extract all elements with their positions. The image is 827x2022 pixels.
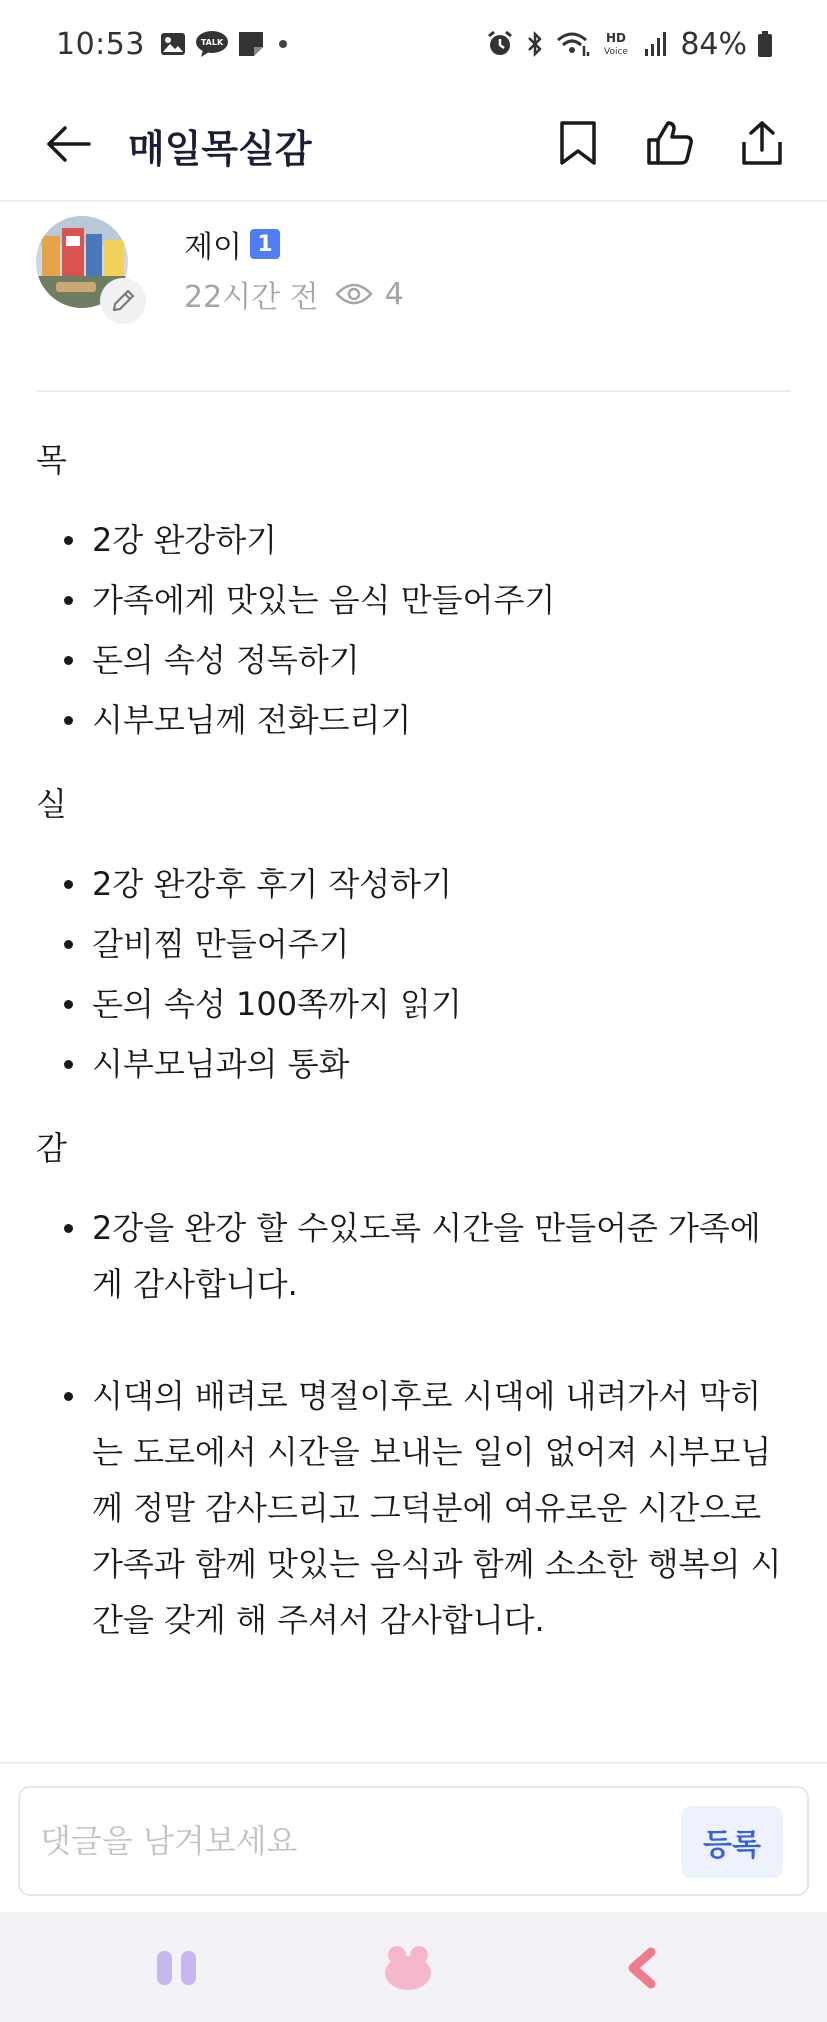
gallery-icon [159, 30, 187, 58]
kakaotalk-label: TALK [200, 38, 224, 47]
status-left-icons [159, 30, 293, 58]
view-count [335, 277, 404, 312]
share-icon [741, 120, 783, 166]
alarm-icon [486, 30, 514, 58]
recent-apps-button[interactable] [145, 1940, 209, 1996]
back-button[interactable] [36, 112, 100, 176]
list-item: 2강 완강후 후기 작성하기 [36, 856, 791, 912]
status-bar [0, 0, 827, 88]
bookmark-icon [559, 120, 597, 166]
voice-label: Voice [604, 47, 629, 57]
wifi-icon [556, 30, 590, 58]
kakaotalk-icon [195, 30, 229, 58]
comment-box [18, 1786, 809, 1896]
like-button[interactable] [638, 110, 702, 176]
author-name[interactable]: 제이 [184, 230, 242, 265]
bluetooth-icon [524, 30, 546, 58]
note-icon [237, 30, 265, 58]
back-nav-icon [625, 1947, 659, 1989]
comment-input[interactable] [40, 1804, 660, 1878]
list-item: 갈비찜 만들어주기 [36, 916, 791, 972]
share-button[interactable] [730, 110, 794, 176]
page-title: 매일목실감 [128, 127, 312, 171]
eye-icon [335, 282, 373, 306]
arrow-left-icon [45, 124, 91, 164]
recent-apps-icon [155, 1948, 199, 1988]
signal-icon [642, 30, 670, 58]
bookmark-button[interactable] [546, 110, 610, 176]
section-heading-gratitude: 감 [36, 1129, 67, 1167]
list-item: 돈의 속성 정독하기 [36, 632, 791, 688]
status-time: 10:53 [56, 26, 145, 62]
list-item: 돈의 속성 100쪽까지 읽기 [36, 976, 791, 1032]
hd-voice-icon [600, 30, 632, 58]
list-item: 2강을 완강 할 수있도록 시간을 만들어준 가족에게 감사합니다. [36, 1200, 791, 1312]
home-icon [383, 1945, 433, 1991]
back-nav-button[interactable] [610, 1940, 674, 1996]
section-heading-practice: 실 [36, 785, 67, 823]
list-item: 시댁의 배려로 명절이후로 시댁에 내려가서 막히는 도로에서 시간을 보내는 일이 없어져 시부모님께 정말 감사드리고 그덕분에 여유로운 시간으로 가족과 함께 맛있는 음식과 함께 소소한 행복의 시간을 갖게 해 주셔서 감사합니다. [36, 1368, 791, 1648]
view-count-value: 4 [384, 276, 404, 312]
level-badge: 1 [250, 229, 280, 259]
dot-icon [273, 30, 293, 58]
author-info [36, 216, 791, 392]
battery-percent: 84% [680, 26, 747, 62]
post-time: 22시간 전 [184, 280, 319, 315]
post-meta [184, 272, 404, 316]
list-item: 가족에게 맛있는 음식 만들어주기 [36, 572, 791, 628]
like-icon [646, 120, 694, 166]
submit-comment-button[interactable]: 등록 [681, 1806, 783, 1878]
list-item: 시부모님께 전화드리기 [36, 692, 791, 748]
edit-profile-button[interactable] [100, 278, 146, 324]
author-name-row [184, 222, 280, 266]
paragraph-spacer [36, 1312, 791, 1368]
home-button[interactable] [376, 1940, 440, 1996]
post-content [36, 430, 791, 1674]
section-heading-goal: 목 [36, 441, 67, 479]
pencil-icon [110, 288, 136, 314]
comment-bar [0, 1762, 827, 1912]
battery-icon [757, 30, 773, 58]
app-bar [0, 88, 827, 202]
list-item: 시부모님과의 통화 [36, 1036, 791, 1092]
list-item: 2강 완강하기 [36, 512, 791, 568]
hd-label: HD [606, 31, 627, 45]
goal-list [36, 512, 791, 748]
practice-list [36, 856, 791, 1092]
system-nav-bar [0, 1912, 827, 2022]
status-right-icons [486, 27, 773, 62]
gratitude-list [36, 1200, 791, 1648]
